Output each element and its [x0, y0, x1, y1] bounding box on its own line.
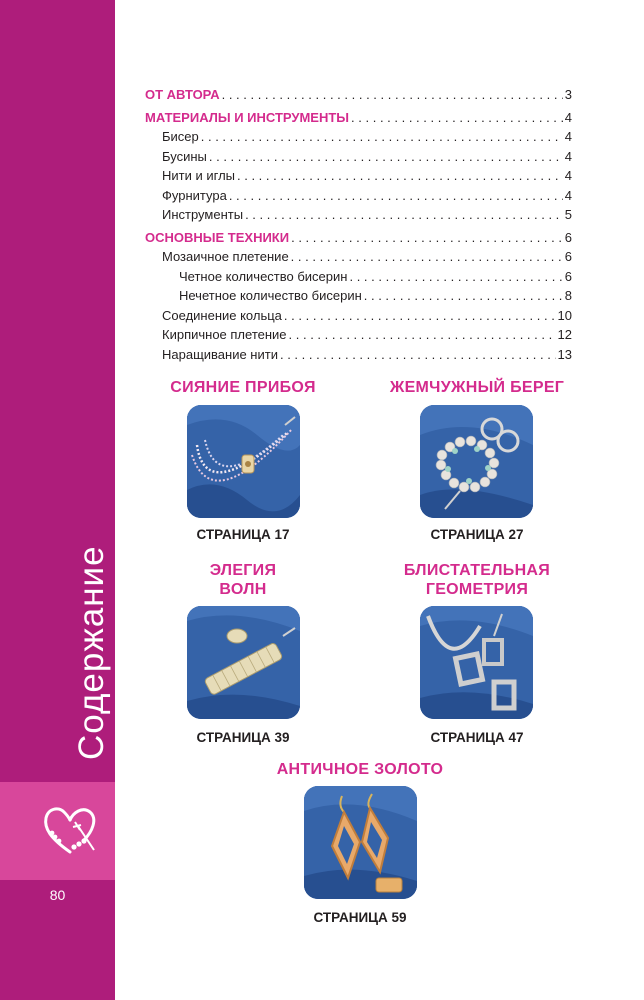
toc-entry-page: 4	[564, 129, 572, 144]
project-image-bracelet-ring	[187, 606, 300, 719]
toc-entry[interactable]	[145, 168, 572, 188]
project-title: БЛИСТАТЕЛЬНАЯ ГЕОМЕТРИЯ	[403, 562, 551, 598]
toc-entry-page: 4	[564, 148, 572, 164]
project-page-label: СТРАНИЦА 39	[196, 730, 290, 745]
toc-leader-dots	[291, 249, 563, 264]
toc-entry-title: Бисер	[162, 129, 199, 144]
toc-entry-title: Наращивание нити	[162, 346, 278, 362]
toc-entry-title: Четное количество бисерин	[179, 268, 348, 284]
toc-entry[interactable]	[145, 129, 572, 149]
project-image-necklace	[187, 405, 300, 518]
toc-leader-dots	[291, 230, 563, 245]
project-page-label: СТРАНИЦА 17	[196, 527, 290, 542]
toc-leader-dots	[364, 288, 563, 303]
toc-entry-page: 4	[564, 109, 572, 125]
toc-entry-page: 5	[564, 207, 572, 222]
toc-entry-page: 10	[557, 307, 572, 323]
toc-entry-title: Нити и иглы	[162, 168, 235, 183]
toc-entry-title: Мозаичное плетение	[162, 249, 289, 264]
toc-entry-title: Бусины	[162, 148, 207, 164]
toc-leader-dots	[209, 149, 563, 164]
project-image-gold-earrings	[304, 786, 417, 899]
project-image-geometric-necklace	[420, 606, 533, 719]
toc-entry[interactable]	[145, 207, 572, 227]
toc-entry-page: 12	[557, 327, 572, 342]
toc-leader-dots	[229, 188, 563, 203]
project-page-label: СТРАНИЦА 47	[430, 730, 524, 745]
page-number: 80	[49, 887, 66, 903]
toc-entry[interactable]	[145, 249, 572, 269]
toc-section[interactable]	[145, 230, 572, 250]
toc-entry-title: Инструменты	[162, 207, 244, 222]
toc-entry[interactable]	[145, 347, 572, 367]
heart-beads-icon	[40, 800, 100, 860]
toc-entry[interactable]	[145, 188, 572, 208]
project-title: ЖЕМЧУЖНЫЙ БЕРЕГ	[389, 379, 565, 396]
toc-entry[interactable]	[145, 288, 572, 308]
toc-entry-page: 3	[564, 87, 572, 102]
toc-entry-page: 13	[557, 346, 572, 362]
toc-entry-title: Кирпичное плетение	[162, 327, 287, 342]
toc-entry-page: 4	[564, 187, 572, 203]
toc-leader-dots	[237, 168, 563, 183]
toc-entry-page: 4	[564, 168, 572, 183]
project-page-label: СТРАНИЦА 59	[313, 910, 407, 925]
toc-entry-page: 8	[564, 288, 572, 303]
toc-leader-dots	[351, 110, 563, 125]
toc-entry[interactable]	[145, 149, 572, 169]
project-title: СИЯНИЕ ПРИБОЯ	[170, 379, 316, 396]
project-title: АНТИЧНОЕ ЗОЛОТО	[276, 761, 444, 778]
toc-entry-title: Нечетное количество бисерин	[179, 288, 362, 303]
toc-leader-dots	[245, 207, 563, 222]
toc-entry[interactable]	[145, 327, 572, 347]
toc-entry-title: МАТЕРИАЛЫ И ИНСТРУМЕНТЫ	[145, 109, 350, 125]
project-page-label: СТРАНИЦА 27	[430, 527, 524, 542]
toc-entry-title: ОСНОВНЫЕ ТЕХНИКИ	[145, 229, 290, 245]
section-title: Содержание	[72, 545, 111, 760]
toc-leader-dots	[280, 347, 556, 362]
toc-entry[interactable]	[145, 308, 572, 328]
toc-entry-page: 6	[564, 268, 572, 284]
toc-entry-title: ОТ АВТОРА	[145, 87, 220, 102]
sidebar	[0, 0, 115, 1000]
toc-leader-dots	[349, 269, 562, 284]
toc-leader-dots	[289, 327, 556, 342]
table-of-contents	[145, 87, 572, 366]
project-image-bracelet	[420, 405, 533, 518]
toc-entry-page: 6	[564, 229, 572, 245]
project-title: ЭЛЕГИЯ ВОЛН	[209, 562, 277, 598]
toc-section[interactable]	[145, 110, 572, 130]
toc-leader-dots	[284, 308, 556, 323]
toc-section[interactable]	[145, 87, 572, 107]
toc-entry[interactable]	[145, 269, 572, 289]
toc-leader-dots	[201, 129, 563, 144]
toc-entry-title: Фурнитура	[162, 187, 227, 203]
toc-entry-page: 6	[564, 249, 572, 264]
toc-entry-title: Соединение кольца	[162, 307, 282, 323]
toc-leader-dots	[222, 87, 563, 102]
